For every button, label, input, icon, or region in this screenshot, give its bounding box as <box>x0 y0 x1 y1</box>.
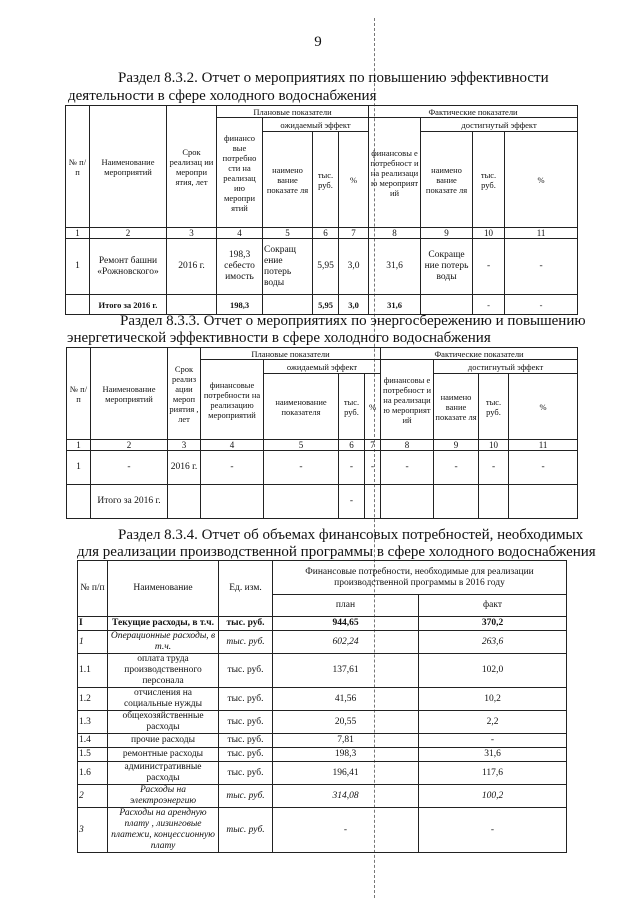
row-num: 3 <box>78 808 108 853</box>
row-unit: тыс. руб. <box>219 785 273 808</box>
table-row <box>78 631 567 654</box>
row-name: прочие расходы <box>108 734 219 748</box>
col-fin-fact: финансовы е потребност и на реализаци ю мероприят ий <box>381 360 434 440</box>
col-number: 9 <box>434 440 479 451</box>
section-1-heading: Раздел 8.3.2. Отчет о мероприятиях по повышению эффективности <box>118 70 549 86</box>
section-1-heading-cont: деятельности в сфере холодного водоснабжения <box>68 88 377 104</box>
column-numbers-row <box>67 440 578 451</box>
row-name: Операционные расходы, в т.ч. <box>108 631 219 654</box>
col-number: 1 <box>66 228 90 239</box>
table-row <box>78 654 567 688</box>
col-number: 6 <box>339 440 365 451</box>
total-label: Итого за 2016 г. <box>91 485 168 519</box>
section-2-heading: Раздел 8.3.3. Отчет о мероприятиях по энергосбережению и повышению <box>120 313 586 329</box>
row-pct-fact: - <box>505 239 578 295</box>
row-pct: - <box>365 451 381 485</box>
table-row <box>78 762 567 785</box>
row-num: 1 <box>78 631 108 654</box>
row-unit: тыс. руб. <box>219 808 273 853</box>
section-3-heading-cont: для реализации производственной программы в сфере холодного водоснабжения <box>77 544 596 560</box>
total-rub: 5,95 <box>313 295 339 315</box>
col-rub: тыс. руб. <box>313 132 339 228</box>
col-number: 8 <box>381 440 434 451</box>
row-plan: 196,41 <box>273 762 419 785</box>
achieved-header: достигнутый эффект <box>421 118 578 132</box>
col-fin: финансовые потребности на реализацию мероприятий <box>201 360 264 440</box>
row-fact: - <box>419 808 567 853</box>
col-num: № п/ п <box>66 106 90 228</box>
row-rub-fact: - <box>479 451 509 485</box>
col-pct-fact: % <box>505 132 578 228</box>
col-rub: тыс. руб. <box>339 374 365 440</box>
table-row <box>78 785 567 808</box>
row-rub: - <box>339 451 365 485</box>
table-row <box>66 239 578 295</box>
row-fact: 10,2 <box>419 688 567 711</box>
col-number: 4 <box>217 228 263 239</box>
row-name: отчисления на социальные нужды <box>108 688 219 711</box>
row-rub-fact: - <box>473 239 505 295</box>
row-name: Ремонт башни «Рожновского» <box>90 239 167 295</box>
col-number: 3 <box>168 440 201 451</box>
plan-header: Плановые показатели <box>217 106 369 118</box>
row-unit: тыс. руб. <box>219 762 273 785</box>
expected-header: ожидаемый эффект <box>264 360 381 374</box>
row-indicator: - <box>264 451 339 485</box>
col-fin-fact: финансовы е потребност и на реализаци ю мероприят ий <box>369 118 421 228</box>
row-unit: тыс. руб. <box>219 617 273 631</box>
col-rub-fact: тыс. руб. <box>479 374 509 440</box>
row-plan: 137,61 <box>273 654 419 688</box>
col-unit: Ед. изм. <box>219 561 273 617</box>
plan-header: Плановые показатели <box>201 348 381 360</box>
col-pct-fact: % <box>509 374 578 440</box>
col-indicator: наимено вание показате ля <box>263 132 313 228</box>
col-number: 10 <box>473 228 505 239</box>
col-number: 9 <box>421 228 473 239</box>
row-fin: 198,3 себесто имость <box>217 239 263 295</box>
column-numbers-row <box>66 228 578 239</box>
total-rub: - <box>339 485 365 519</box>
total-pct: 3,0 <box>339 295 369 315</box>
row-name: Текущие расходы, в т.ч. <box>108 617 219 631</box>
row-rub: 5,95 <box>313 239 339 295</box>
row-indicator-fact: Сокраще ние потерь воды <box>421 239 473 295</box>
col-name: Наименование мероприятий <box>90 106 167 228</box>
row-num: 1.1 <box>78 654 108 688</box>
col-number: 10 <box>479 440 509 451</box>
row-num: I <box>78 617 108 631</box>
total-pct-fact: - <box>505 295 578 315</box>
col-pct: % <box>365 374 381 440</box>
col-num: № п/п <box>78 561 108 617</box>
achieved-header: достигнутый эффект <box>434 360 578 374</box>
table-row <box>67 451 578 485</box>
col-term: Срок реализац ии меропри ятия, лет <box>167 106 217 228</box>
table-row <box>78 748 567 762</box>
row-plan: 314,08 <box>273 785 419 808</box>
row-indicator: Сокращ ение потерь воды <box>263 239 313 295</box>
expected-header: ожидаемый эффект <box>263 118 369 132</box>
row-name: Расходы на электроэнергию <box>108 785 219 808</box>
col-fact: факт <box>419 595 567 617</box>
fact-header: Фактические показатели <box>369 106 578 118</box>
col-indicator: наименование показателя <box>264 374 339 440</box>
col-rub-fact: тыс. руб. <box>473 132 505 228</box>
total-label: Итого за 2016 г. <box>90 295 167 315</box>
row-indicator-fact: - <box>434 451 479 485</box>
total-fin-fact: 31,6 <box>369 295 421 315</box>
row-num: 1 <box>67 451 91 485</box>
col-number: 5 <box>264 440 339 451</box>
table-row <box>78 734 567 748</box>
table-row <box>78 617 567 631</box>
row-fact: 31,6 <box>419 748 567 762</box>
total-fin: 198,3 <box>217 295 263 315</box>
row-fact: 370,2 <box>419 617 567 631</box>
row-num: 1.6 <box>78 762 108 785</box>
col-number: 4 <box>201 440 264 451</box>
section-3-heading: Раздел 8.3.4. Отчет об объемах финансовых потребностей, необходимых <box>118 527 584 543</box>
section-1-table <box>65 105 578 315</box>
row-unit: тыс. руб. <box>219 631 273 654</box>
col-num: № п/ п <box>67 348 91 440</box>
col-name: Наименование <box>108 561 219 617</box>
total-rub-fact: - <box>473 295 505 315</box>
row-unit: тыс. руб. <box>219 688 273 711</box>
row-name: ремонтные расходы <box>108 748 219 762</box>
row-name: Расходы на арендную плату , лизинговые платежи, концессионную плату <box>108 808 219 853</box>
row-fact: 2,2 <box>419 711 567 734</box>
table-row <box>78 808 567 853</box>
col-number: 2 <box>91 440 168 451</box>
total-row <box>66 295 578 315</box>
section-2-table <box>66 347 578 519</box>
row-pct: 3,0 <box>339 239 369 295</box>
row-plan: 198,3 <box>273 748 419 762</box>
row-fact: 263,6 <box>419 631 567 654</box>
col-number: 5 <box>263 228 313 239</box>
section-3-table <box>77 560 567 853</box>
row-unit: тыс. руб. <box>219 734 273 748</box>
row-num: 2 <box>78 785 108 808</box>
table-row <box>78 688 567 711</box>
col-number: 2 <box>90 228 167 239</box>
row-plan: - <box>273 808 419 853</box>
page-number: 9 <box>314 34 322 50</box>
col-term: Срок реализ ации мероп риятия , лет <box>168 348 201 440</box>
row-num: 1.3 <box>78 711 108 734</box>
col-number: 7 <box>365 440 381 451</box>
row-num: 1.2 <box>78 688 108 711</box>
row-fact: 100,2 <box>419 785 567 808</box>
col-number: 8 <box>369 228 421 239</box>
col-number: 6 <box>313 228 339 239</box>
row-fin: - <box>201 451 264 485</box>
row-plan: 41,56 <box>273 688 419 711</box>
fact-header: Фактические показатели <box>381 348 578 360</box>
col-group: Финансовые потребности, необходимые для реализации производственной программы в 2016 году <box>273 561 567 595</box>
row-name: - <box>91 451 168 485</box>
section-2-heading-cont: энергетической эффективности в сфере холодного водоснабжения <box>67 330 491 346</box>
row-unit: тыс. руб. <box>219 748 273 762</box>
col-plan: план <box>273 595 419 617</box>
row-plan: 944,65 <box>273 617 419 631</box>
row-num: 1 <box>66 239 90 295</box>
row-unit: тыс. руб. <box>219 711 273 734</box>
row-name: административные расходы <box>108 762 219 785</box>
col-name: Наименование мероприятий <box>91 348 168 440</box>
row-plan: 7,81 <box>273 734 419 748</box>
col-number: 3 <box>167 228 217 239</box>
col-number: 11 <box>509 440 578 451</box>
row-term: 2016 г. <box>167 239 217 295</box>
row-fact: 102,0 <box>419 654 567 688</box>
table-row <box>78 711 567 734</box>
row-num: 1.5 <box>78 748 108 762</box>
total-row <box>67 485 578 519</box>
row-fin-fact: 31,6 <box>369 239 421 295</box>
row-pct-fact: - <box>509 451 578 485</box>
row-term: 2016 г. <box>168 451 201 485</box>
col-fin: финансо вые потребно сти на реализац ию меропри ятий <box>217 118 263 228</box>
col-number: 7 <box>339 228 369 239</box>
col-number: 1 <box>67 440 91 451</box>
row-plan: 20,55 <box>273 711 419 734</box>
row-name: общехозяйственные расходы <box>108 711 219 734</box>
row-plan: 602,24 <box>273 631 419 654</box>
row-fact: 117,6 <box>419 762 567 785</box>
col-pct: % <box>339 132 369 228</box>
row-num: 1.4 <box>78 734 108 748</box>
row-fact: - <box>419 734 567 748</box>
col-indicator-fact: наимено вание показате ля <box>434 374 479 440</box>
row-name: оплата труда производственного персонала <box>108 654 219 688</box>
row-fin-fact: - <box>381 451 434 485</box>
col-number: 11 <box>505 228 578 239</box>
col-indicator-fact: наимено вание показате ля <box>421 132 473 228</box>
row-unit: тыс. руб. <box>219 654 273 688</box>
